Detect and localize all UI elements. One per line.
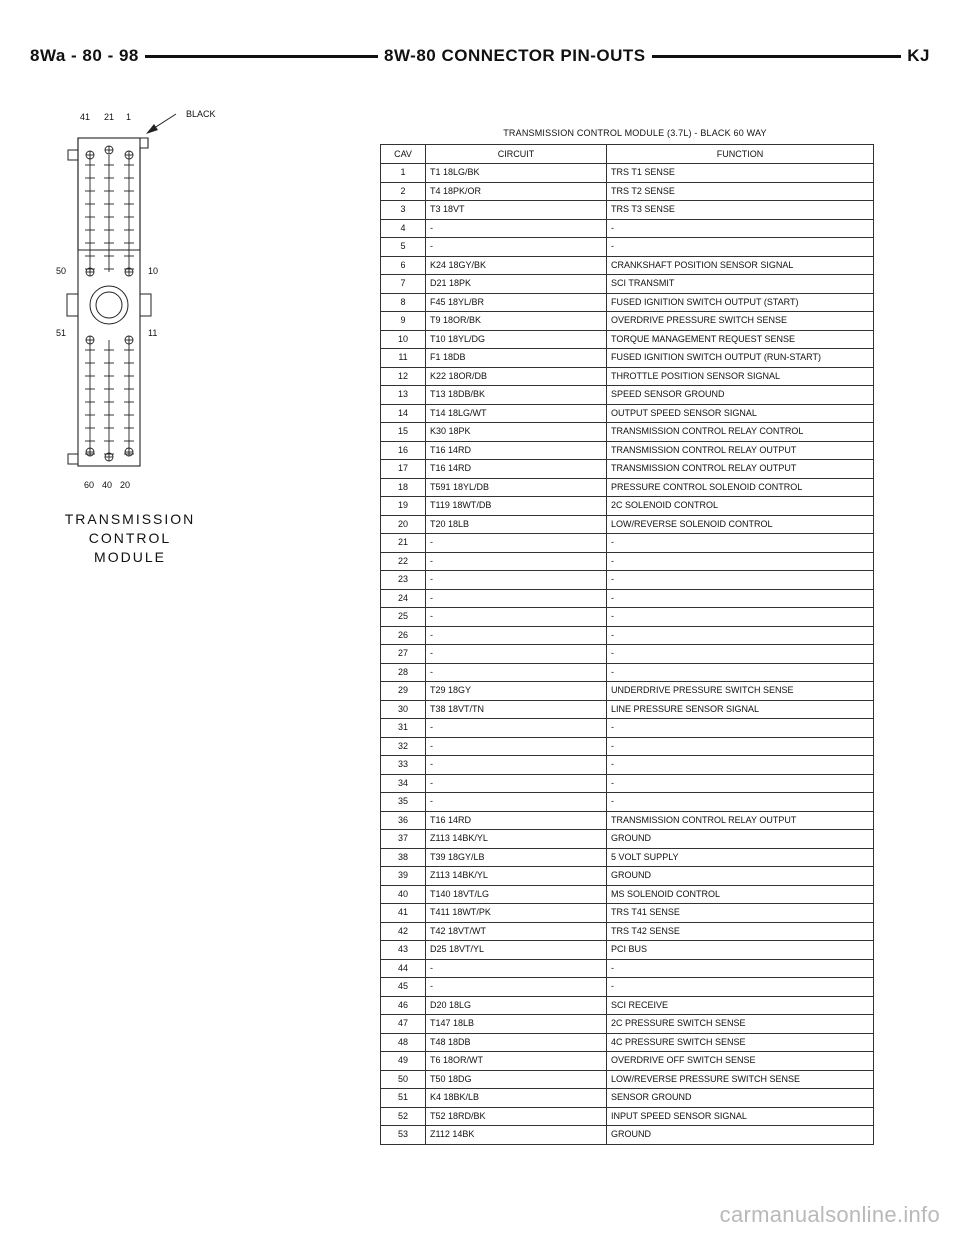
cav-cell: 51 xyxy=(381,1089,426,1108)
cav-cell: 42 xyxy=(381,922,426,941)
circuit-cell: F45 18YL/BR xyxy=(426,293,607,312)
function-cell: 2C PRESSURE SWITCH SENSE xyxy=(607,1015,874,1034)
model-code: KJ xyxy=(901,44,930,68)
circuit-cell: - xyxy=(426,663,607,682)
connector-drawing xyxy=(50,100,250,500)
circuit-cell: K22 18OR/DB xyxy=(426,367,607,386)
cav-cell: 52 xyxy=(381,1107,426,1126)
cav-cell: 49 xyxy=(381,1052,426,1071)
circuit-cell: T48 18DB xyxy=(426,1033,607,1052)
table-row xyxy=(381,830,874,849)
table-row xyxy=(381,571,874,590)
function-cell: - xyxy=(607,534,874,553)
cav-cell: 23 xyxy=(381,571,426,590)
table-row xyxy=(381,774,874,793)
cav-cell: 9 xyxy=(381,312,426,331)
function-cell: PCI BUS xyxy=(607,941,874,960)
circuit-cell: - xyxy=(426,534,607,553)
table-row xyxy=(381,867,874,886)
table-row xyxy=(381,663,874,682)
function-cell: OVERDRIVE OFF SWITCH SENSE xyxy=(607,1052,874,1071)
module-name-line-2: CONTROL xyxy=(88,530,172,546)
function-cell: INPUT SPEED SENSOR SIGNAL xyxy=(607,1107,874,1126)
function-cell: GROUND xyxy=(607,867,874,886)
table-row xyxy=(381,164,874,183)
section-title: 8W-80 CONNECTOR PIN-OUTS xyxy=(378,44,652,68)
function-cell: SCI RECEIVE xyxy=(607,996,874,1015)
table-row xyxy=(381,423,874,442)
table-row xyxy=(381,996,874,1015)
cav-cell: 40 xyxy=(381,885,426,904)
function-cell: LOW/REVERSE PRESSURE SWITCH SENSE xyxy=(607,1070,874,1089)
circuit-cell: - xyxy=(426,589,607,608)
function-cell: - xyxy=(607,774,874,793)
circuit-cell: T16 14RD xyxy=(426,441,607,460)
cav-cell: 21 xyxy=(381,534,426,553)
function-cell: - xyxy=(607,719,874,738)
table-row xyxy=(381,737,874,756)
cav-cell: 47 xyxy=(381,1015,426,1034)
function-cell: LOW/REVERSE SOLENOID CONTROL xyxy=(607,515,874,534)
table-row xyxy=(381,293,874,312)
function-cell: TRANSMISSION CONTROL RELAY CONTROL xyxy=(607,423,874,442)
function-cell: TRS T42 SENSE xyxy=(607,922,874,941)
header-function: FUNCTION xyxy=(607,145,874,164)
table-row xyxy=(381,478,874,497)
table-row xyxy=(381,959,874,978)
table-row xyxy=(381,1126,874,1145)
circuit-cell: D25 18VT/YL xyxy=(426,941,607,960)
cav-cell: 5 xyxy=(381,238,426,257)
table-row xyxy=(381,1107,874,1126)
table-row xyxy=(381,1015,874,1034)
table-row xyxy=(381,978,874,997)
cav-cell: 38 xyxy=(381,848,426,867)
cav-cell: 1 xyxy=(381,164,426,183)
circuit-cell: T16 14RD xyxy=(426,460,607,479)
cav-cell: 24 xyxy=(381,589,426,608)
pin-label-50: 50 xyxy=(56,266,67,276)
function-cell: GROUND xyxy=(607,830,874,849)
cav-cell: 13 xyxy=(381,386,426,405)
function-cell: TRS T41 SENSE xyxy=(607,904,874,923)
function-cell: 5 VOLT SUPPLY xyxy=(607,848,874,867)
circuit-cell: - xyxy=(426,219,607,238)
header-circuit: CIRCUIT xyxy=(426,145,607,164)
pin-label-11: 11 xyxy=(148,328,158,338)
function-cell: - xyxy=(607,608,874,627)
table-row xyxy=(381,756,874,775)
function-cell: - xyxy=(607,737,874,756)
circuit-cell: D20 18LG xyxy=(426,996,607,1015)
cav-cell: 2 xyxy=(381,182,426,201)
function-cell: SCI TRANSMIT xyxy=(607,275,874,294)
table-title: TRANSMISSION CONTROL MODULE (3.7L) - BLACK 60 WAY xyxy=(503,128,767,138)
function-cell: SENSOR GROUND xyxy=(607,1089,874,1108)
circuit-cell: T38 18VT/TN xyxy=(426,700,607,719)
circuit-cell: Z113 14BK/YL xyxy=(426,867,607,886)
function-cell: - xyxy=(607,978,874,997)
pin-label-41: 41 xyxy=(80,112,91,122)
circuit-cell: T14 18LG/WT xyxy=(426,404,607,423)
circuit-cell: T3 18VT xyxy=(426,201,607,220)
circuit-cell: K4 18BK/LB xyxy=(426,1089,607,1108)
circuit-cell: T52 18RD/BK xyxy=(426,1107,607,1126)
circuit-cell: Z112 14BK xyxy=(426,1126,607,1145)
pin-label-20: 20 xyxy=(120,480,131,490)
cav-cell: 43 xyxy=(381,941,426,960)
table-row xyxy=(381,441,874,460)
circuit-cell: K30 18PK xyxy=(426,423,607,442)
function-cell: MS SOLENOID CONTROL xyxy=(607,885,874,904)
cav-cell: 28 xyxy=(381,663,426,682)
function-cell: - xyxy=(607,663,874,682)
table-row xyxy=(381,589,874,608)
function-cell: - xyxy=(607,238,874,257)
module-name-line-1: TRANSMISSION xyxy=(64,511,196,527)
cav-cell: 17 xyxy=(381,460,426,479)
circuit-cell: T4 18PK/OR xyxy=(426,182,607,201)
cav-cell: 4 xyxy=(381,219,426,238)
cav-cell: 16 xyxy=(381,441,426,460)
table-row xyxy=(381,700,874,719)
header-cav: CAV xyxy=(381,145,426,164)
circuit-cell: - xyxy=(426,719,607,738)
table-row xyxy=(381,608,874,627)
function-cell: LINE PRESSURE SENSOR SIGNAL xyxy=(607,700,874,719)
cav-cell: 48 xyxy=(381,1033,426,1052)
function-cell: - xyxy=(607,793,874,812)
function-cell: SPEED SENSOR GROUND xyxy=(607,386,874,405)
circuit-cell: - xyxy=(426,608,607,627)
circuit-cell: F1 18DB xyxy=(426,349,607,368)
circuit-cell: T6 18OR/WT xyxy=(426,1052,607,1071)
cav-cell: 15 xyxy=(381,423,426,442)
cav-cell: 37 xyxy=(381,830,426,849)
cav-cell: 44 xyxy=(381,959,426,978)
function-cell: - xyxy=(607,959,874,978)
cav-cell: 50 xyxy=(381,1070,426,1089)
table-row xyxy=(381,1089,874,1108)
cav-cell: 29 xyxy=(381,682,426,701)
circuit-cell: - xyxy=(426,978,607,997)
cav-cell: 11 xyxy=(381,349,426,368)
circuit-cell: T411 18WT/PK xyxy=(426,904,607,923)
table-row xyxy=(381,367,874,386)
cav-cell: 18 xyxy=(381,478,426,497)
table-header-row xyxy=(381,145,874,164)
circuit-cell: - xyxy=(426,626,607,645)
table-row xyxy=(381,256,874,275)
pin-label-40: 40 xyxy=(102,480,113,490)
cav-cell: 8 xyxy=(381,293,426,312)
circuit-cell: - xyxy=(426,774,607,793)
table-row xyxy=(381,349,874,368)
circuit-cell: Z113 14BK/YL xyxy=(426,830,607,849)
function-cell: TRS T3 SENSE xyxy=(607,201,874,220)
pin-label-51: 51 xyxy=(56,328,67,338)
circuit-cell: T13 18DB/BK xyxy=(426,386,607,405)
circuit-cell: T10 18YL/DG xyxy=(426,330,607,349)
table-row xyxy=(381,793,874,812)
cav-cell: 12 xyxy=(381,367,426,386)
table-row xyxy=(381,719,874,738)
function-cell: TRANSMISSION CONTROL RELAY OUTPUT xyxy=(607,441,874,460)
circuit-cell: T119 18WT/DB xyxy=(426,497,607,516)
table-row xyxy=(381,626,874,645)
module-name-line-3: MODULE xyxy=(94,549,166,565)
table-row xyxy=(381,404,874,423)
cav-cell: 36 xyxy=(381,811,426,830)
circuit-cell: - xyxy=(426,959,607,978)
function-cell: OVERDRIVE PRESSURE SWITCH SENSE xyxy=(607,312,874,331)
table-body xyxy=(381,164,874,1145)
circuit-cell: T20 18LB xyxy=(426,515,607,534)
table-row xyxy=(381,182,874,201)
cav-cell: 39 xyxy=(381,867,426,886)
circuit-cell: T16 14RD xyxy=(426,811,607,830)
cav-cell: 22 xyxy=(381,552,426,571)
table-row xyxy=(381,941,874,960)
pin-label-10: 10 xyxy=(148,266,159,276)
cav-cell: 35 xyxy=(381,793,426,812)
function-cell: PRESSURE CONTROL SOLENOID CONTROL xyxy=(607,478,874,497)
circuit-cell: D21 18PK xyxy=(426,275,607,294)
function-cell: TORQUE MANAGEMENT REQUEST SENSE xyxy=(607,330,874,349)
table-row xyxy=(381,312,874,331)
cav-cell: 3 xyxy=(381,201,426,220)
function-cell: FUSED IGNITION SWITCH OUTPUT (START) xyxy=(607,293,874,312)
table-row xyxy=(381,885,874,904)
function-cell: - xyxy=(607,571,874,590)
table-row xyxy=(381,1033,874,1052)
module-name xyxy=(50,510,210,567)
function-cell: - xyxy=(607,219,874,238)
function-cell: - xyxy=(607,645,874,664)
cav-cell: 41 xyxy=(381,904,426,923)
cav-cell: 33 xyxy=(381,756,426,775)
table-row xyxy=(381,275,874,294)
cav-cell: 7 xyxy=(381,275,426,294)
connector-diagram xyxy=(50,100,250,580)
cav-cell: 27 xyxy=(381,645,426,664)
pin-label-1: 1 xyxy=(126,112,132,122)
function-cell: - xyxy=(607,589,874,608)
function-cell: - xyxy=(607,626,874,645)
table-row xyxy=(381,330,874,349)
pin-label-21: 21 xyxy=(104,112,115,122)
circuit-cell: T29 18GY xyxy=(426,682,607,701)
function-cell: 4C PRESSURE SWITCH SENSE xyxy=(607,1033,874,1052)
circuit-cell: - xyxy=(426,238,607,257)
cav-cell: 10 xyxy=(381,330,426,349)
cav-cell: 53 xyxy=(381,1126,426,1145)
cav-cell: 26 xyxy=(381,626,426,645)
function-cell: TRANSMISSION CONTROL RELAY OUTPUT xyxy=(607,811,874,830)
connector-color-label: BLACK xyxy=(186,109,216,119)
circuit-cell: T39 18GY/LB xyxy=(426,848,607,867)
circuit-cell: - xyxy=(426,645,607,664)
function-cell: OUTPUT SPEED SENSOR SIGNAL xyxy=(607,404,874,423)
function-cell: THROTTLE POSITION SENSOR SIGNAL xyxy=(607,367,874,386)
table-row xyxy=(381,682,874,701)
circuit-cell: - xyxy=(426,793,607,812)
circuit-cell: - xyxy=(426,552,607,571)
table-row xyxy=(381,848,874,867)
circuit-cell: K24 18GY/BK xyxy=(426,256,607,275)
table-row xyxy=(381,238,874,257)
function-cell: TRS T1 SENSE xyxy=(607,164,874,183)
table-row xyxy=(381,811,874,830)
table-row xyxy=(381,497,874,516)
cav-cell: 30 xyxy=(381,700,426,719)
circuit-cell: T42 18VT/WT xyxy=(426,922,607,941)
page-header xyxy=(30,44,930,74)
circuit-cell: - xyxy=(426,571,607,590)
function-cell: 2C SOLENOID CONTROL xyxy=(607,497,874,516)
circuit-cell: - xyxy=(426,756,607,775)
table-row xyxy=(381,552,874,571)
cav-cell: 45 xyxy=(381,978,426,997)
function-cell: - xyxy=(607,756,874,775)
pinout-table xyxy=(380,144,874,1145)
table-row xyxy=(381,1052,874,1071)
circuit-cell: T591 18YL/DB xyxy=(426,478,607,497)
cav-cell: 20 xyxy=(381,515,426,534)
function-cell: CRANKSHAFT POSITION SENSOR SIGNAL xyxy=(607,256,874,275)
table-row xyxy=(381,219,874,238)
function-cell: TRANSMISSION CONTROL RELAY OUTPUT xyxy=(607,460,874,479)
table-row xyxy=(381,386,874,405)
watermark: carmanualsonline.info xyxy=(719,1202,940,1227)
cav-cell: 34 xyxy=(381,774,426,793)
circuit-cell: T140 18VT/LG xyxy=(426,885,607,904)
function-cell: - xyxy=(607,552,874,571)
page-code: 8Wa - 80 - 98 xyxy=(30,44,145,68)
table-row xyxy=(381,1070,874,1089)
circuit-cell: T1 18LG/BK xyxy=(426,164,607,183)
function-cell: UNDERDRIVE PRESSURE SWITCH SENSE xyxy=(607,682,874,701)
circuit-cell: T50 18DG xyxy=(426,1070,607,1089)
cav-cell: 14 xyxy=(381,404,426,423)
cav-cell: 6 xyxy=(381,256,426,275)
cav-cell: 32 xyxy=(381,737,426,756)
table-row xyxy=(381,460,874,479)
function-cell: GROUND xyxy=(607,1126,874,1145)
cav-cell: 25 xyxy=(381,608,426,627)
pin-label-60: 60 xyxy=(84,480,95,490)
table-row xyxy=(381,922,874,941)
cav-cell: 46 xyxy=(381,996,426,1015)
table-row xyxy=(381,515,874,534)
table-row xyxy=(381,904,874,923)
circuit-cell: - xyxy=(426,737,607,756)
cav-cell: 19 xyxy=(381,497,426,516)
circuit-cell: T9 18OR/BK xyxy=(426,312,607,331)
circuit-cell: T147 18LB xyxy=(426,1015,607,1034)
cav-cell: 31 xyxy=(381,719,426,738)
function-cell: TRS T2 SENSE xyxy=(607,182,874,201)
table-row xyxy=(381,534,874,553)
function-cell: FUSED IGNITION SWITCH OUTPUT (RUN-START) xyxy=(607,349,874,368)
table-row xyxy=(381,645,874,664)
table-row xyxy=(381,201,874,220)
